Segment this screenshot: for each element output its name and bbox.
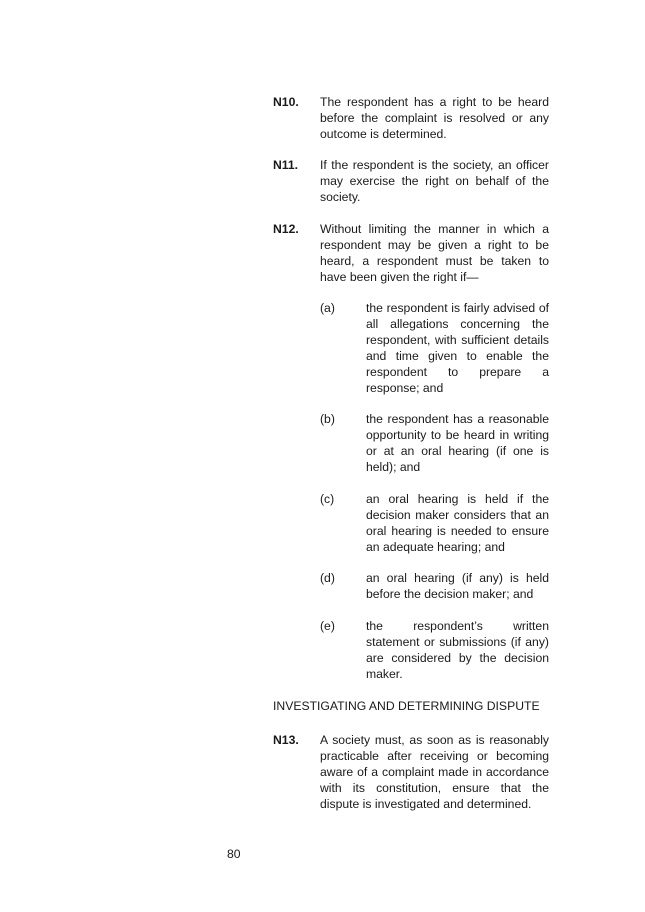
subclause-label: (b) [320,412,335,426]
subclause-label: (c) [320,492,335,506]
subclause-text: the respondent’s written statement or submissions (if any) are considered by the decision maker. [366,619,549,681]
clause-text: A society must, as soon as is reasonably practicable after receiving or becoming aware of a complaint made in accordance with its constitution, ensure that the dispute is investigated and determined. [320,733,549,811]
section-heading: INVESTIGATING AND DETERMINING DISPUTE [273,699,540,713]
clause-number: N10. [273,95,299,109]
page-number: 80 [227,847,241,861]
clause-text: Without limiting the manner in which a respondent may be given a right to be heard, a respondent must be taken to have been given the right if— [320,222,549,284]
subclause-text: the respondent is fairly advised of all allegations concerning the respondent, with sufficient details and time given to enable the respondent to prepare a response; and [366,301,549,395]
subclause-text: an oral hearing (if any) is held before the decision maker; and [366,571,549,601]
clause-text: If the respondent is the society, an officer may exercise the right on behalf of the society. [320,158,549,204]
subclause-label: (e) [320,619,335,633]
clause-number: N13. [273,733,299,747]
clause-number: N11. [273,158,299,172]
clause-text: The respondent has a right to be heard before the complaint is resolved or any outcome is determined. [320,95,549,141]
subclause-text: an oral hearing is held if the decision maker considers that an oral hearing is needed to ensure an adequate hearing; and [366,492,549,554]
subclause-text: the respondent has a reasonable opportunity to be heard in writing or at an oral hearing (if one is held); and [366,412,549,474]
clause-number: N12. [273,222,299,236]
subclause-label: (d) [320,571,335,585]
subclause-label: (a) [320,301,335,315]
